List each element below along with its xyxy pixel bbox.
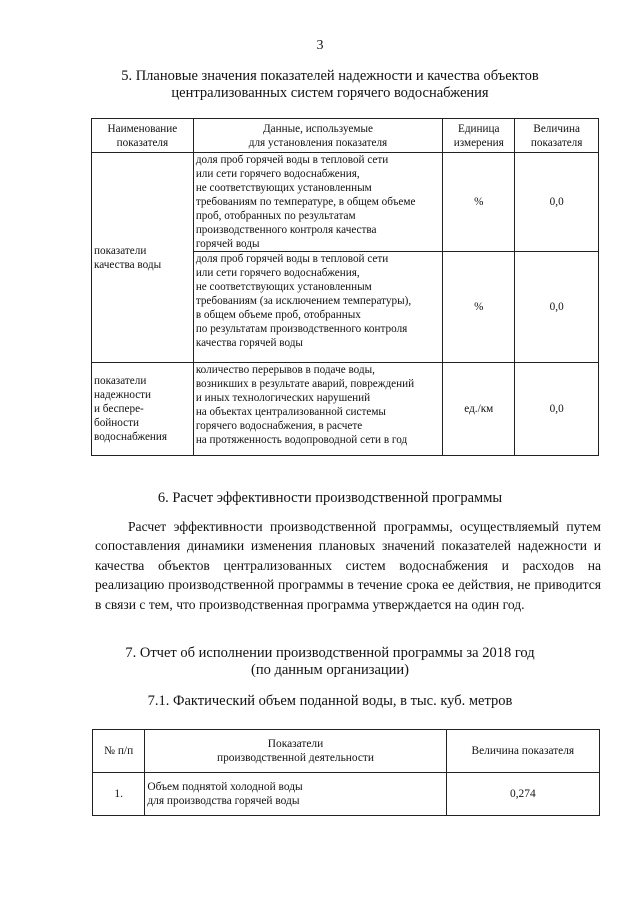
table-header-row <box>93 730 600 773</box>
row-number: 1. <box>93 773 145 816</box>
table-row <box>93 773 600 816</box>
header-number: № п/п <box>93 730 145 773</box>
section-7-title-line1: 7. Отчет об исполнении производственной программы за 2018 год <box>125 645 535 661</box>
section-5-title-line1: 5. Плановые значения показателей надежности и качества объектов <box>121 68 539 84</box>
header-indicator-value: Величина показателя <box>446 730 599 773</box>
table-header-row <box>92 119 599 153</box>
section-7-title <box>60 645 600 679</box>
section-7-title-line2: (по данным организации) <box>250 662 409 678</box>
page-number: 3 <box>316 38 324 53</box>
row2-unit: % <box>443 252 515 363</box>
group-water-quality: показатели качества воды <box>92 153 194 363</box>
header-data-used: Данные, используемые для установления показателя <box>193 119 442 153</box>
row-indicator: Объем поднятой холодной воды для производства горячей воды <box>145 773 446 816</box>
section-7-1-title: 7.1. Фактический объем поданной воды, в тыс. куб. метров <box>147 693 513 709</box>
row1-value: 0,0 <box>515 153 599 252</box>
header-unit: Единица измерения <box>443 119 515 153</box>
row-value: 0,274 <box>446 773 599 816</box>
section-5-title-line2: централизованных систем горячего водоснабжения <box>171 85 489 101</box>
table-row <box>92 153 599 252</box>
group-reliability: показатели надежности и беспере- бойности водоснабжения <box>92 363 194 456</box>
table-row <box>92 363 599 456</box>
section-5-title <box>60 68 600 102</box>
section-6-paragraph: Расчет эффективности производственной программы, осуществляемый путем сопоставления динамики изменения плановых значений показателей надежности и качества объектов централизованных систем водоснабжения и расходов на реализацию производственной программы в течение срока ее действия, не приводится в связи с тем, что производственная программа утверждается на один год. <box>95 519 601 612</box>
water-volume-table <box>92 729 600 816</box>
row3-data: количество перерывов в подаче воды, возникших в результате аварий, повреждений и иных технологических нарушений на объектах централизованной системы горячего водоснабжения, в расчете на протяженность водопроводной сети в год <box>193 363 442 456</box>
header-value: Величина показателя <box>515 119 599 153</box>
row1-data: доля проб горячей воды в тепловой сети или сети горячего водоснабжения, не соответствующих установленным требованиям по температуре, в общем объеме проб, отобранных по результатам производственного контроля качества горячей воды <box>193 153 442 252</box>
row3-unit: ед./км <box>443 363 515 456</box>
header-indicator-name: Наименование показателя <box>92 119 194 153</box>
reliability-quality-table <box>91 118 599 456</box>
row1-unit: % <box>443 153 515 252</box>
row2-data: доля проб горячей воды в тепловой сети или сети горячего водоснабжения, не соответствующих установленным требованиям (за исключением температуры), в общем объеме проб, отобранных по результатам производственного контроля качества горячей воды <box>193 252 442 363</box>
row2-value: 0,0 <box>515 252 599 363</box>
section-6-title: 6. Расчет эффективности производственной программы <box>157 490 503 506</box>
row3-value: 0,0 <box>515 363 599 456</box>
header-indicator: Показатели производственной деятельности <box>145 730 446 773</box>
